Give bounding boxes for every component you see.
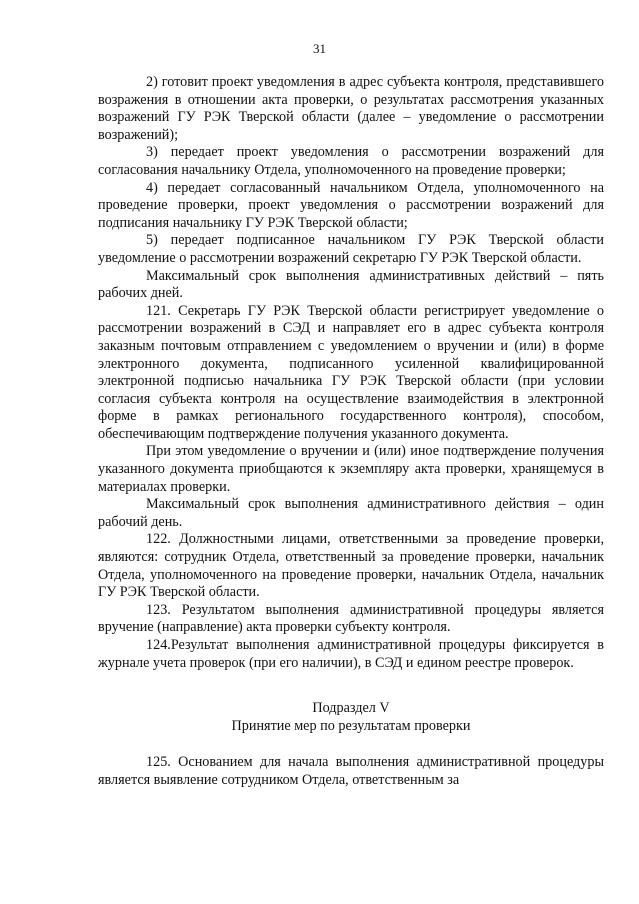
paragraph-123: 123. Результатом выполнения административной процедуры является вручение (направление) акта проверки субъекту контроля. [98, 601, 604, 636]
paragraph-deadline-2: Максимальный срок выполнения административного действия – один рабочий день. [98, 496, 604, 530]
subsection-title: Принятие мер по результатам проверки [231, 717, 471, 734]
paragraph-121: 121. Секретарь ГУ РЭК Тверской области регистрирует уведомление о рассмотрении возражений в СЭД и направляет его в адрес субъекта контроля заказным почтовым отправлением с уведомлением о вручении и (или) в форме электронного документа, подписанного усиленной квалифицированной электронной подписью начальника ГУ РЭК Тверской области (при условии согласия субъекта контроля на осуществление взаимодействия в электронной форме в рамках регионального государственного контроля), способом, обеспечивающим подтверждение получения указанного документа. [98, 302, 604, 442]
paragraph-125: 125. Основанием для начала выполнения административной процедуры является выявление сотрудником Отдела, ответственным за [98, 754, 604, 788]
paragraph-item-5: 5) передает подписанное начальником ГУ РЭК Тверской области уведомление о рассмотрении возражений секретарю ГУ РЭК Тверской области. [98, 232, 604, 266]
paragraph-deadline-1: Максимальный срок выполнения административных действий – пять рабочих дней. [98, 267, 604, 302]
paragraph-124: 124.Результат выполнения административной процедуры фиксируется в журнале учета проверок (при его наличии), в СЭД и едином реестре проверок. [98, 637, 604, 671]
paragraph-item-4: 4) передает согласованный начальником Отдела, уполномоченного на проведение проверки, проект уведомления о рассмотрении возражений для подписания начальнику ГУ РЭК Тверской области; [98, 179, 604, 231]
paragraph-item-3: 3) передает проект уведомления о рассмотрении возражений для согласования начальнику Отдела, уполномоченного на проведение проверки; [98, 144, 604, 178]
paragraph-delivery-note: При этом уведомление о вручении и (или) иное подтверждение получения указанного документа приобщаются к экземпляру акта проверки, хранящемуся в материалах проверки. [98, 443, 604, 495]
paragraph-122: 122. Должностными лицами, ответственными за проведение проверки, являются: сотрудник Отдела, ответственный за проведение проверки, начальник Отдела, уполномоченного на проведение проверки, начальник Отдела, начальник ГУ РЭК Тверской области. [98, 531, 604, 601]
document-body [98, 74, 604, 790]
subsection-label: Подраздел V [312, 700, 390, 717]
page-number: 31 [313, 41, 326, 56]
paragraph-item-2: 2) готовит проект уведомления в адрес субъекта контроля, представившего возражения в отношении акта проверки, о результатах рассмотрения указанных возражений ГУ РЭК Тверской области (далее – уведомление о рассмотрении возражений); [98, 74, 604, 143]
